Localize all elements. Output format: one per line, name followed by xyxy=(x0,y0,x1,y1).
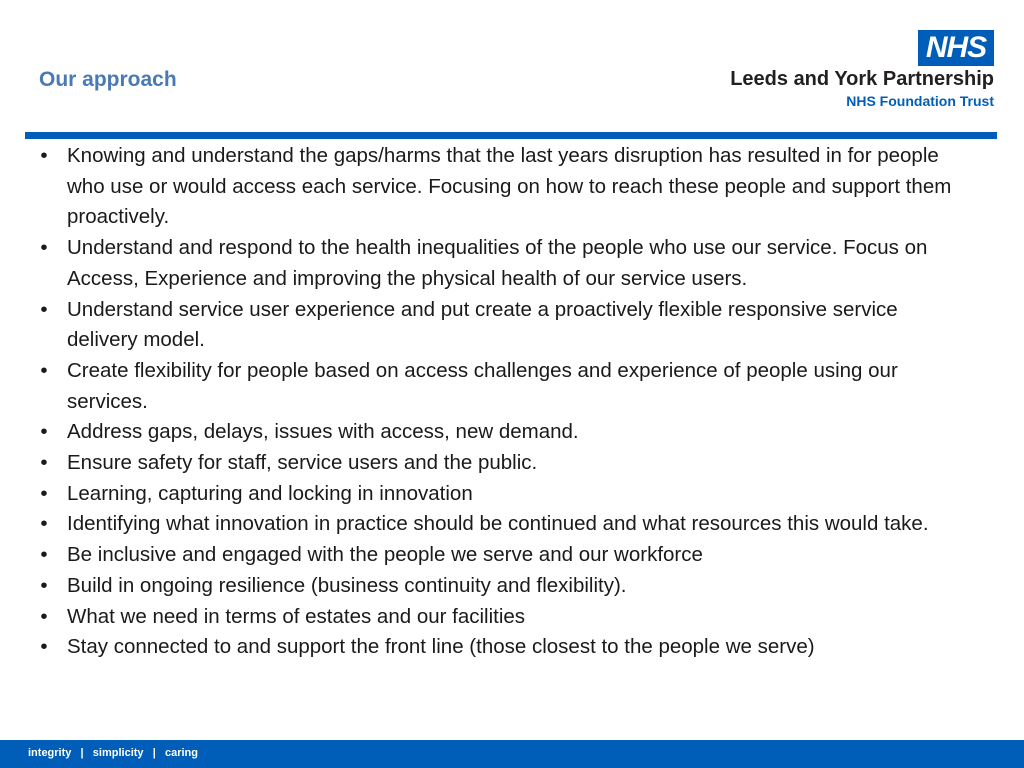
list-item: • Understand and respond to the health inequalities of the people who use our service. Focus on Access, Experience and improving the physical health of our service users. xyxy=(38,233,968,294)
approach-bullet-list xyxy=(38,141,968,663)
list-item: • Stay connected to and support the front line (those closest to the people we serve) xyxy=(38,632,968,663)
list-item: • Create flexibility for people based on access challenges and experience of people using our services. xyxy=(38,356,968,417)
list-item: • Build in ongoing resilience (business continuity and flexibility). xyxy=(38,571,968,602)
list-item: • Knowing and understand the gaps/harms that the last years disruption has resulted in for people who use or would access each service. Focusing on how to reach these people and support them proactively. xyxy=(38,141,968,233)
list-item: • Ensure safety for staff, service users and the public. xyxy=(38,448,968,479)
org-name: Leeds and York Partnership xyxy=(730,68,994,90)
footer-bar xyxy=(0,740,1024,768)
list-item: • Identifying what innovation in practice should be continued and what resources this would take. xyxy=(38,509,968,540)
nhs-badge: NHS xyxy=(918,30,994,66)
list-item: • Be inclusive and engaged with the people we serve and our workforce xyxy=(38,540,968,571)
org-subtitle: NHS Foundation Trust xyxy=(846,93,994,109)
list-item: • What we need in terms of estates and our facilities xyxy=(38,602,968,633)
header-divider xyxy=(25,132,997,139)
footer-values-text: integrity | simplicity | caring xyxy=(28,747,198,759)
page-title: Our approach xyxy=(39,68,177,91)
list-item: • Address gaps, delays, issues with access, new demand. xyxy=(38,417,968,448)
nhs-trust-logo xyxy=(714,30,994,112)
list-item: • Understand service user experience and put create a proactively flexible responsive service delivery model. xyxy=(38,295,968,356)
list-item: • Learning, capturing and locking in innovation xyxy=(38,479,968,510)
